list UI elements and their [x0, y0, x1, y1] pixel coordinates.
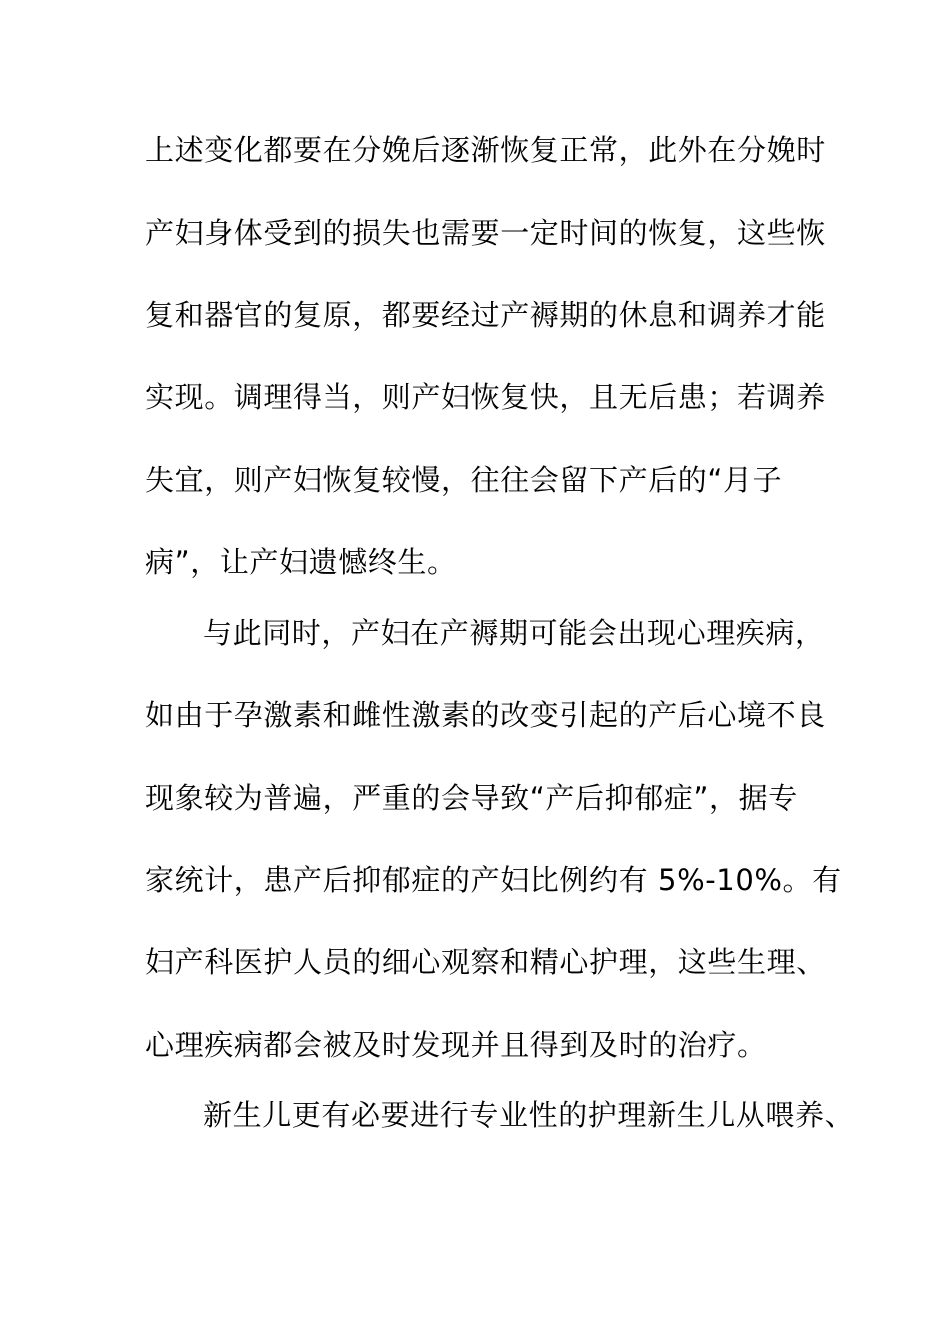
- paragraph-line: 如由于孕激素和雌性激素的改变引起的产后心境不良: [145, 698, 826, 732]
- paragraph-line: 实现。调理得当，则产妇恢复快，且无后患；若调养: [145, 380, 826, 414]
- paragraph-line: 与此同时，产妇在产褥期可能会出现心理疾病，: [203, 616, 825, 650]
- paragraph-line: 妇产科医护人员的细心观察和精心护理，这些生理、: [145, 945, 826, 979]
- paragraph-line: 家统计，患产后抑郁症的产妇比例约有 5%-10%。有: [145, 863, 842, 897]
- paragraph-line: 心理疾病都会被及时发现并且得到及时的治疗。: [145, 1028, 767, 1062]
- paragraph-line: 复和器官的复原，都要经过产褥期的休息和调养才能: [145, 298, 826, 332]
- paragraph-line: 新生儿更有必要进行专业性的护理新生儿从喂养、: [203, 1098, 855, 1132]
- paragraph-line: 现象较为普遍，严重的会导致“产后抑郁症”，据专: [145, 781, 798, 815]
- paragraph-line: 失宜，则产妇恢复较慢，往往会留下产后的“月子: [145, 463, 783, 497]
- paragraph-line: 上述变化都要在分娩后逐渐恢复正常，此外在分娩时: [145, 133, 826, 167]
- paragraph-line: 病”，让产妇遗憾终生。: [145, 545, 457, 579]
- paragraph-line: 产妇身体受到的损失也需要一定时间的恢复，这些恢: [145, 216, 826, 250]
